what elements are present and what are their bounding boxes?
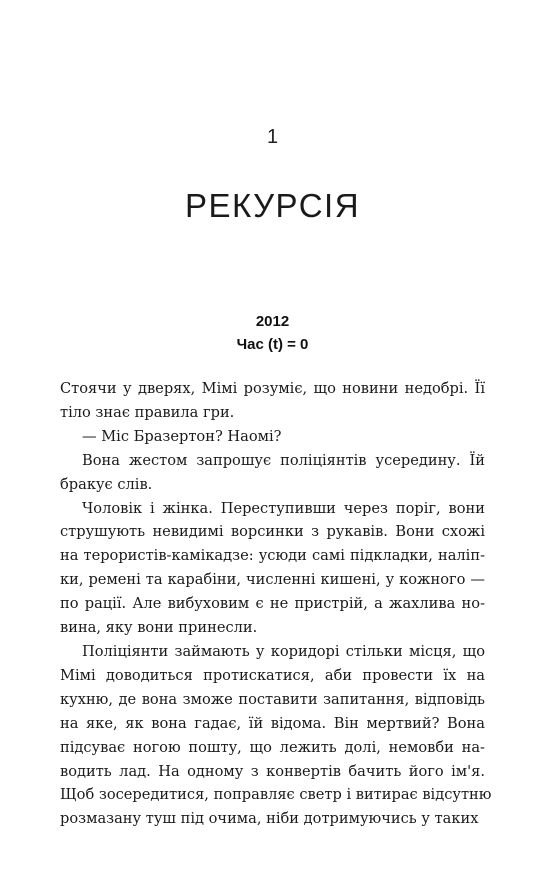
section-year: 2012 [255,313,290,330]
text-line: струшують невидимі ворсинки з рукавів. Вони схожі [60,523,485,541]
body-text [60,377,492,831]
text-line: Мімі доводиться протискатися, аби провести їх на [60,666,485,684]
text-line: Вона жестом запрошує поліціянтів усередину. Їй [82,451,485,469]
paragraph [60,497,485,640]
text-line: вина, яку вони принесли. [60,619,258,637]
text-line: підсуває ногою пошту, що лежить долі, немовби на- [60,738,485,756]
text-line: розмазану туш під очима, ніби дотримуючись у таких [60,810,479,828]
text-line: на терористів-камікадзе: усюди самі підкладки, наліп- [60,547,485,565]
paragraph [60,377,485,425]
section-time: Час (t) = 0 [236,336,309,353]
paragraph [60,425,485,449]
text-line: Стоячи у дверях, Мімі розуміє, що новини недобрі. Її [60,380,485,397]
text-line: Поліціянти займають у коридорі стільки місця, що [82,642,485,660]
text-line: ки, ремені та карабіни, численні кишені, у кожного — [60,571,485,589]
text-line: Чоловік і жінка. Переступивши через поріг, вони [82,499,485,517]
text-line: бракує слів. [60,475,153,493]
text-line: тіло знає правила гри. [60,403,235,421]
chapter-title: РЕКУРСІЯ [184,187,361,224]
text-line: на яке, як вона гадає, їй відома. Він мертвий? Вона [60,714,485,732]
text-line: Щоб зосередитися, поправляє светр і витирає відсутню [60,786,492,804]
text-line: — Міс Бразертон? Наомі? [82,427,282,445]
text-line: по рації. Але вибуховим є не пристрій, а жахлива но- [60,595,485,613]
text-line: водить лад. На одному з конвертів бачить його ім'я. [60,762,485,780]
paragraph [60,449,485,497]
paragraph [60,640,492,831]
chapter-number: 1 [266,126,279,148]
text-line: кухню, де вона зможе поставити запитання, відповідь [60,690,485,708]
